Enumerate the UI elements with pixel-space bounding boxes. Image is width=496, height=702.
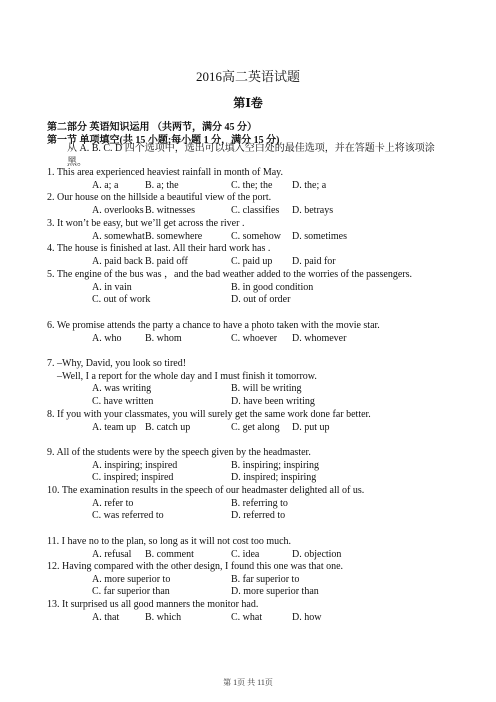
- question-7: [47, 358, 451, 408]
- question-stem: 11. I have no to the plan, so long as it will not cost too much.: [47, 536, 292, 547]
- page-title: 2016高二英语试题: [195, 69, 300, 84]
- option-b: B. catch up: [145, 421, 191, 433]
- answer-options: [47, 180, 451, 193]
- part-heading: 第二部分 英语知识运用 （共两节，满分 45 分）: [47, 122, 257, 133]
- question-stem: 6. We promise attends the party a chance to have a photo taken with the movie star.: [47, 320, 380, 331]
- answer-options: [47, 205, 451, 218]
- option-c: C. classifies: [231, 204, 280, 216]
- option-b: B. will be writing: [231, 383, 302, 395]
- question-stem: 12. Having compared with the other design, I found this one was that one.: [47, 561, 344, 572]
- option-c: C. get along: [231, 421, 280, 433]
- answer-options: [47, 294, 451, 307]
- question-stem: 10. The examination results in the speech of our headmaster delighted all of us.: [47, 485, 365, 496]
- option-d: D. the; a: [292, 179, 327, 191]
- question-12: [47, 561, 451, 599]
- option-c: C. paid up: [231, 255, 273, 267]
- option-d: D. how: [292, 611, 322, 623]
- option-b: B. paid off: [145, 255, 188, 267]
- option-a: A. more superior to: [92, 573, 171, 585]
- question-9: [47, 447, 451, 485]
- answer-options: [47, 612, 451, 625]
- option-c: C. idea: [231, 548, 260, 560]
- answer-options: [47, 256, 451, 269]
- answer-options: [47, 498, 451, 511]
- answer-options: [47, 383, 451, 396]
- option-b: B. in good condition: [231, 281, 314, 293]
- option-d: D. have been writing: [231, 395, 315, 407]
- option-a: A. somewhat: [92, 230, 145, 242]
- option-c: C. somehow: [231, 230, 281, 242]
- option-b: B. referring to: [231, 497, 288, 509]
- volume-heading: 第Ⅰ卷: [233, 96, 263, 110]
- option-d: D. whomever: [292, 332, 347, 344]
- question-8: [47, 409, 451, 434]
- instructions: [47, 142, 449, 170]
- option-c: C. have written: [92, 395, 154, 407]
- option-a: A. inspiring; inspired: [92, 459, 178, 471]
- option-d: D. sometimes: [292, 230, 347, 242]
- option-a: A. refer to: [92, 497, 134, 509]
- option-d: D. more superior than: [231, 586, 319, 598]
- option-c: C. the; the: [231, 179, 273, 191]
- option-b: B. which: [145, 611, 182, 623]
- option-a: A. team up: [92, 421, 137, 433]
- question-2: [47, 192, 451, 217]
- option-c: C. was referred to: [92, 510, 164, 522]
- option-c: C. whoever: [231, 332, 278, 344]
- question-stem: 2. Our house on the hillside a beautiful view of the port.: [47, 192, 272, 203]
- option-c: C. inspired; inspired: [92, 472, 174, 484]
- question-10: [47, 485, 451, 523]
- instructions-text: 从 A. B. C. D 四个选项中，选出可以填入空白处的最佳选项，并在答题卡上将该项涂黑。: [67, 143, 435, 168]
- option-b: B. whom: [145, 332, 182, 344]
- question-3: [47, 218, 451, 243]
- page-footer: 第 1页 共 11页: [223, 678, 273, 687]
- dialogue-line: 7. –Why, David, you look so tired!: [47, 358, 187, 369]
- question-stem: 13. It surprised us all good manners the monitor had.: [47, 599, 259, 610]
- option-d: D. objection: [292, 548, 342, 560]
- question-1: [47, 167, 451, 192]
- question-stem: 4. The house is finished at last. All their hard work has .: [47, 243, 271, 254]
- option-b: B. far superior to: [231, 573, 300, 585]
- answer-options: [47, 549, 451, 562]
- option-b: B. a; the: [145, 179, 179, 191]
- option-b: B. comment: [145, 548, 194, 560]
- answer-options: [47, 460, 451, 473]
- question-5: [47, 269, 451, 307]
- dialogue-line: –Well, I a report for the whole day and I must finish it tomorrow.: [57, 370, 317, 382]
- option-b: B. somewhere: [145, 230, 203, 242]
- option-a: A. that: [92, 611, 120, 623]
- question-stem: 3. It won’t be easy, but we’ll get across the river .: [47, 218, 245, 229]
- question-4: [47, 243, 451, 268]
- answer-options: [47, 472, 451, 485]
- option-d: D. betrays: [292, 204, 334, 216]
- question-stem: 5. The engine of the bus was ，and the bad weather added to the worries of the passengers.: [47, 269, 412, 280]
- option-c: C. far superior than: [92, 586, 170, 598]
- option-a: A. in vain: [92, 281, 132, 293]
- option-d: D. referred to: [231, 510, 286, 522]
- answer-options: [47, 586, 451, 599]
- question-stem: 9. All of the students were by the speech given by the headmaster.: [47, 447, 311, 458]
- question-stem: 1. This area experienced heaviest rainfall in month of May.: [47, 167, 284, 178]
- answer-options: [47, 422, 451, 435]
- option-c: C. what: [231, 611, 263, 623]
- option-d: D. inspired; inspiring: [231, 472, 317, 484]
- option-b: B. witnesses: [145, 204, 195, 216]
- answer-options: [47, 333, 451, 346]
- answer-options: [47, 396, 451, 409]
- option-a: A. overlooks: [92, 204, 144, 216]
- question-13: [47, 599, 451, 624]
- option-a: A. was writing: [92, 383, 152, 395]
- option-c: C. out of work: [92, 294, 151, 306]
- option-a: A. a; a: [92, 179, 119, 191]
- question-stem: 8. If you with your classmates, you will surely get the same work done far better.: [47, 409, 371, 420]
- option-a: A. refusal: [92, 548, 132, 560]
- question-11: [47, 536, 451, 561]
- section-heading: 第一节 单项填空(共 15 小题;每小题 1 分，满分 15 分): [47, 135, 280, 146]
- answer-options: [47, 282, 451, 295]
- option-d: D. put up: [292, 421, 330, 433]
- option-d: D. out of order: [231, 294, 291, 306]
- option-d: D. paid for: [292, 255, 336, 267]
- answer-options: [47, 231, 451, 244]
- option-b: B. inspiring; inspiring: [231, 459, 320, 471]
- option-a: A. paid back: [92, 255, 143, 267]
- answer-options: [47, 574, 451, 587]
- answer-options: [47, 510, 451, 523]
- option-a: A. who: [92, 332, 122, 344]
- question-6: [47, 320, 451, 345]
